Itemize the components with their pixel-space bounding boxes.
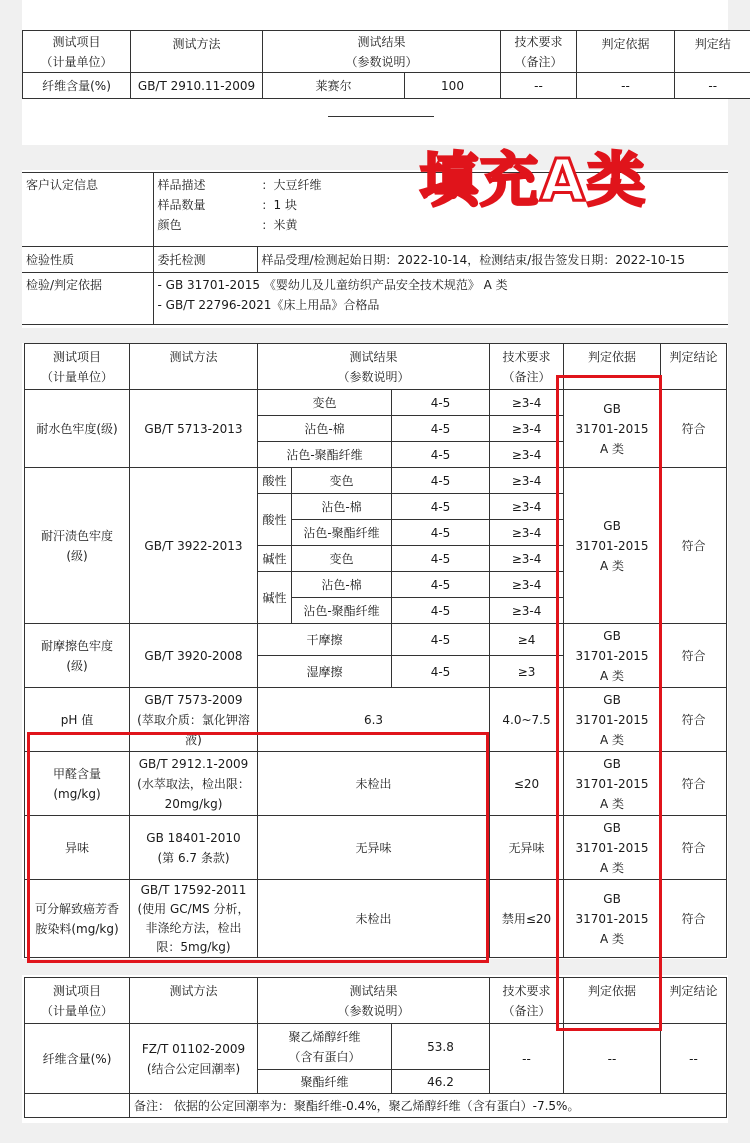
water-item: 耐水色牢度(级) <box>25 390 130 468</box>
bottom-basis: -- <box>564 1024 661 1094</box>
sweat-value-6: 4-5 <box>392 598 490 624</box>
azo-conclusion: 符合 <box>661 880 727 958</box>
main-table <box>24 343 727 958</box>
sweat-acid-label-1: 酸性 <box>258 468 292 494</box>
rub-conclusion: 符合 <box>661 624 727 688</box>
formaldehyde-req: ≤20 <box>490 752 564 816</box>
sweat-sub-1: 变色 <box>292 468 392 494</box>
bottom-fiber-1: 聚乙烯醇纤维 （含有蛋白） <box>258 1024 392 1070</box>
water-method: GB/T 5713-2013 <box>130 390 258 468</box>
sweat-req-6: ≥3-4 <box>490 598 564 624</box>
bottom-item: 纤维含量(%) <box>25 1024 130 1094</box>
rub-basis: GB 31701-2015 A 类 <box>564 624 661 688</box>
sweat-req-4: ≥3-4 <box>490 546 564 572</box>
odor-value: 无异味 <box>258 816 490 880</box>
formaldehyde-value: 未检出 <box>258 752 490 816</box>
stamp-label: 填充A类 <box>420 146 647 214</box>
sweat-value-3: 4-5 <box>392 520 490 546</box>
sweat-value-1: 4-5 <box>392 468 490 494</box>
odor-basis: GB 31701-2015 A 类 <box>564 816 661 880</box>
water-conclusion: 符合 <box>661 390 727 468</box>
top-item: 纤维含量(%) <box>23 73 131 99</box>
bottom-header-basis: 判定依据 <box>564 978 661 1024</box>
sweat-alkali-label-1: 碱性 <box>258 546 292 572</box>
azo-item: 可分解致癌芳香 胺染料(mg/kg) <box>25 880 130 958</box>
rub-req-2: ≥3 <box>490 656 564 688</box>
sweat-req-2: ≥3-4 <box>490 494 564 520</box>
bottom-value-1: 53.8 <box>392 1024 490 1070</box>
main-header-item: 测试项目 （计量单位） <box>25 344 130 390</box>
main-header-conclusion: 判定结论 <box>661 344 727 390</box>
main-header-req: 技术要求 （备注） <box>490 344 564 390</box>
formaldehyde-method: GB/T 2912.1-2009 (水萃取法，检出限： 20mg/kg) <box>130 752 258 816</box>
header-basis: 判定依据 <box>577 31 675 73</box>
bottom-header-item: 测试项目 （计量单位） <box>25 978 130 1024</box>
odor-method: GB 18401-2010 (第 6.7 条款) <box>130 816 258 880</box>
water-sub-2: 沾色-棉 <box>258 416 392 442</box>
rub-sub-1: 干摩擦 <box>258 624 392 656</box>
bottom-table <box>24 977 727 1118</box>
formaldehyde-conclusion: 符合 <box>661 752 727 816</box>
ph-method: GB/T 7573-2009 (萃取介质：氯化钾溶 液) <box>130 688 258 752</box>
water-value-2: 4-5 <box>392 416 490 442</box>
bottom-req: -- <box>490 1024 564 1094</box>
basis-value: - GB 31701-2015 《婴幼儿及儿童纺织产品安全技术规范》 A 类 - GB/T 22796-2021《床上用品》合格品 <box>153 273 728 325</box>
water-basis: GB 31701-2015 A 类 <box>564 390 661 468</box>
water-value-3: 4-5 <box>392 442 490 468</box>
bottom-header-req: 技术要求 （备注） <box>490 978 564 1024</box>
sweat-sub-6: 沾色-聚酯纤维 <box>292 598 392 624</box>
top-fiber: 莱赛尔 <box>263 73 405 99</box>
formaldehyde-basis: GB 31701-2015 A 类 <box>564 752 661 816</box>
bottom-method: FZ/T 01102-2009 (结合公定回潮率) <box>130 1024 258 1094</box>
ph-req: 4.0~7.5 <box>490 688 564 752</box>
sweat-basis: GB 31701-2015 A 类 <box>564 468 661 624</box>
sweat-alkali-label-2: 碱性 <box>258 572 292 624</box>
bottom-header-method: 测试方法 <box>130 978 258 1024</box>
rub-item: 耐摩擦色牢度 (级) <box>25 624 130 688</box>
rub-req-1: ≥4 <box>490 624 564 656</box>
bottom-value-2: 46.2 <box>392 1070 490 1094</box>
sweat-req-1: ≥3-4 <box>490 468 564 494</box>
basis-label: 检验/判定依据 <box>22 273 153 325</box>
formaldehyde-item: 甲醛含量 (mg/kg) <box>25 752 130 816</box>
odor-req: 无异味 <box>490 816 564 880</box>
sweat-req-3: ≥3-4 <box>490 520 564 546</box>
water-req-3: ≥3-4 <box>490 442 564 468</box>
client-info: 样品描述 ：大豆纤维 样品数量 ：1 块 颜色 ：米黄 <box>153 173 728 247</box>
rub-sub-2: 湿摩擦 <box>258 656 392 688</box>
azo-basis: GB 31701-2015 A 类 <box>564 880 661 958</box>
water-req-2: ≥3-4 <box>490 416 564 442</box>
top-conclusion: -- <box>675 73 750 99</box>
header-result: 测试结果 （参数说明） <box>263 31 501 73</box>
dates-value: 样品受理/检测起始日期：2022-10-14，检测结束/报告签发日期：2022-10-15 <box>257 247 728 273</box>
top-method: GB/T 2910.11-2009 <box>131 73 263 99</box>
azo-value: 未检出 <box>258 880 490 958</box>
odor-item: 异味 <box>25 816 130 880</box>
water-sub-3: 沾色-聚酯纤维 <box>258 442 392 468</box>
ph-item: pH 值 <box>25 688 130 752</box>
nature-label: 检验性质 <box>22 247 153 273</box>
sweat-value-2: 4-5 <box>392 494 490 520</box>
top-basis: -- <box>577 73 675 99</box>
sweat-acid-label-2: 酸性 <box>258 494 292 546</box>
rub-value-2: 4-5 <box>392 656 490 688</box>
water-sub-1: 变色 <box>258 390 392 416</box>
sweat-req-5: ≥3-4 <box>490 572 564 598</box>
azo-req: 禁用≤20 <box>490 880 564 958</box>
rub-method: GB/T 3920-2008 <box>130 624 258 688</box>
odor-conclusion: 符合 <box>661 816 727 880</box>
bottom-conclusion: -- <box>661 1024 727 1094</box>
ph-conclusion: 符合 <box>661 688 727 752</box>
divider-line <box>328 116 434 117</box>
header-req: 技术要求 （备注） <box>501 31 577 73</box>
main-header-method: 测试方法 <box>130 344 258 390</box>
water-value-1: 4-5 <box>392 390 490 416</box>
sweat-sub-4: 变色 <box>292 546 392 572</box>
bottom-header-conclusion: 判定结论 <box>661 978 727 1024</box>
header-conclusion: 判定结 <box>675 31 750 73</box>
sweat-item: 耐汗渍色牢度 (级) <box>25 468 130 624</box>
bottom-note-spacer <box>25 1094 130 1118</box>
sweat-sub-3: 沾色-聚酯纤维 <box>292 520 392 546</box>
ph-basis: GB 31701-2015 A 类 <box>564 688 661 752</box>
sweat-value-5: 4-5 <box>392 572 490 598</box>
header-method: 测试方法 <box>131 31 263 73</box>
azo-method: GB/T 17592-2011 (使用 GC/MS 分析， 非涤纶方法，检出 限：5mg/kg) <box>130 880 258 958</box>
water-req-1: ≥3-4 <box>490 390 564 416</box>
sweat-sub-5: 沾色-棉 <box>292 572 392 598</box>
top-value: 100 <box>405 73 501 99</box>
client-label: 客户认定信息 <box>22 173 153 247</box>
sweat-sub-2: 沾色-棉 <box>292 494 392 520</box>
sweat-conclusion: 符合 <box>661 468 727 624</box>
bottom-header-result: 测试结果 （参数说明） <box>258 978 490 1024</box>
top-req: -- <box>501 73 577 99</box>
sweat-value-4: 4-5 <box>392 546 490 572</box>
main-header-result: 测试结果 （参数说明） <box>258 344 490 390</box>
bottom-note: 备注： 依据的公定回潮率为：聚酯纤维-0.4%，聚乙烯醇纤维（含有蛋白）-7.5%。 <box>130 1094 727 1118</box>
main-header-basis: 判定依据 <box>564 344 661 390</box>
top-table <box>22 30 750 99</box>
rub-value-1: 4-5 <box>392 624 490 656</box>
sweat-method: GB/T 3922-2013 <box>130 468 258 624</box>
header-item: 测试项目 （计量单位） <box>23 31 131 73</box>
bottom-fiber-2: 聚酯纤维 <box>258 1070 392 1094</box>
ph-value: 6.3 <box>258 688 490 752</box>
nature-value: 委托检测 <box>153 247 257 273</box>
